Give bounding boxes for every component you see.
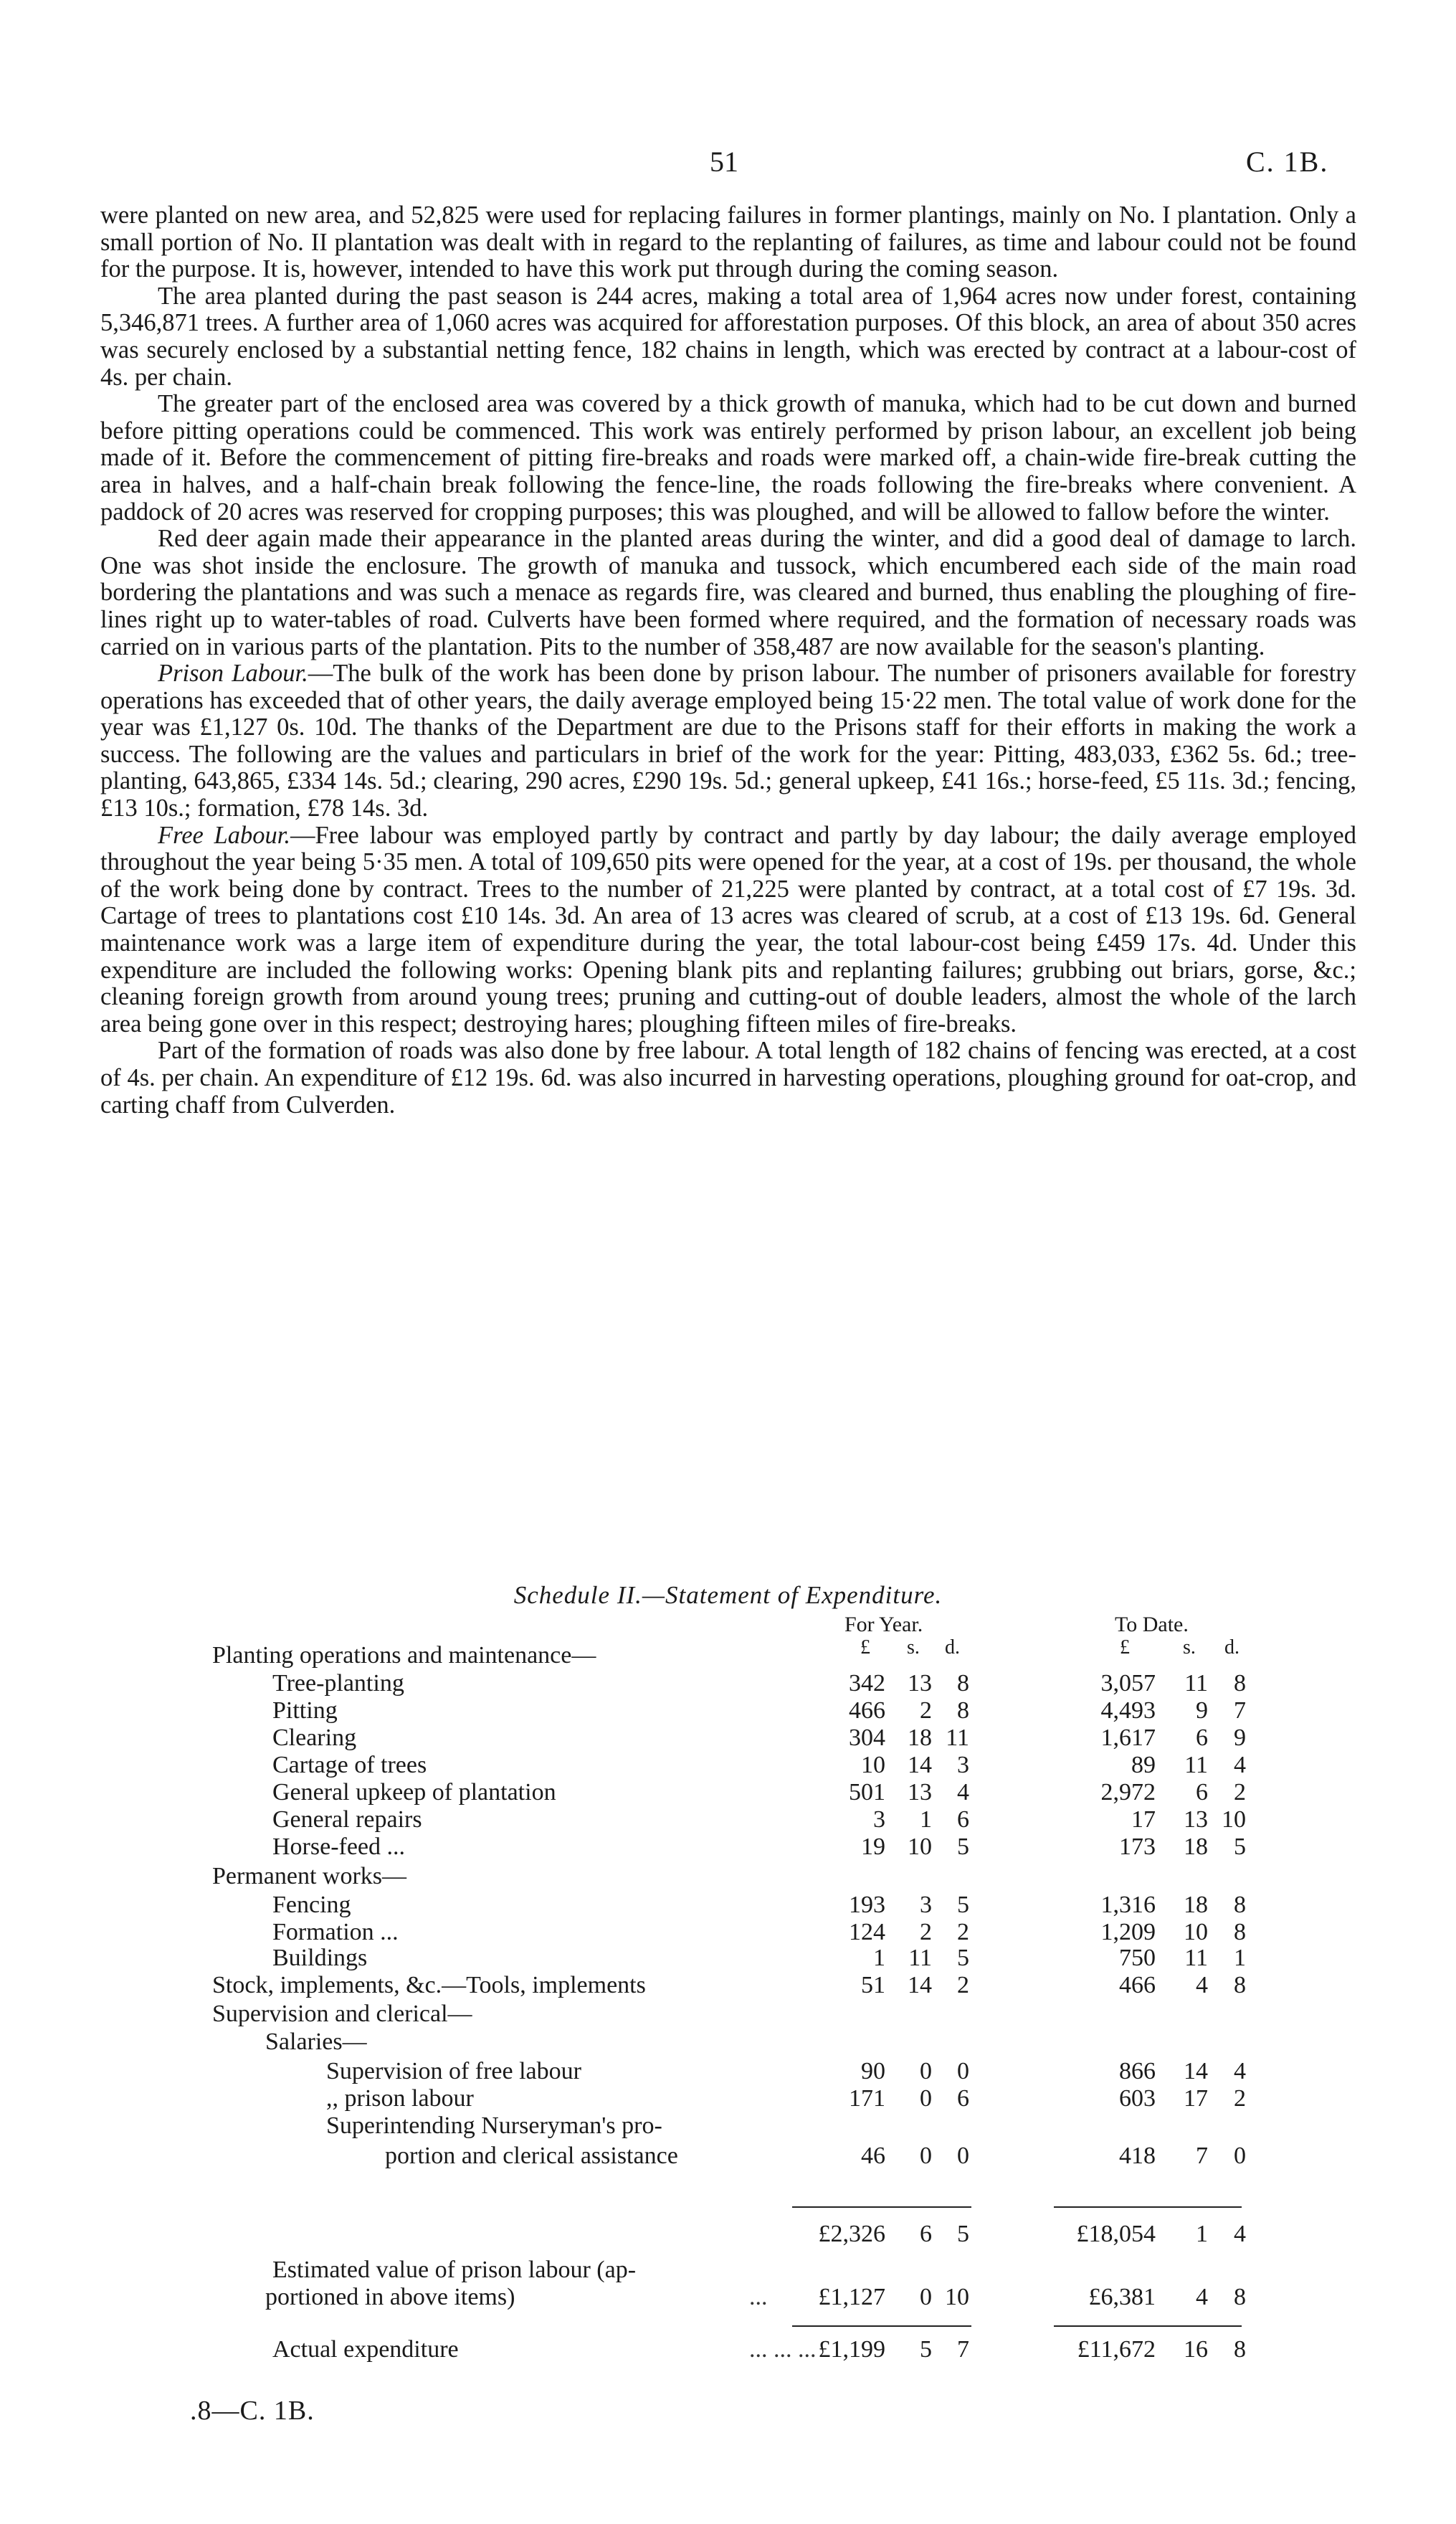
row-label: Tree-planting	[272, 1670, 404, 1697]
table-row	[0, 1697, 1456, 1726]
to-date-shillings: 7	[1196, 2143, 1208, 2169]
year-pounds: 46	[861, 2143, 885, 2169]
year-shillings: 0	[920, 2085, 932, 2112]
to-date-pounds: £18,054	[1076, 2221, 1156, 2247]
to-date-shillings: 17	[1184, 2085, 1208, 2112]
to-date-pounds: 1,316	[1100, 1892, 1156, 1918]
to-date-shillings: 4	[1196, 1972, 1208, 1998]
row-label: Cartage of trees	[272, 1752, 427, 1778]
actual-rule-year	[792, 2325, 971, 2327]
to-date-shillings: 18	[1184, 1833, 1208, 1860]
year-shillings: 6	[920, 2221, 932, 2247]
paragraph: Red deer again made their appearance in the planted areas during the winter, and did a good deal of damage to larch. One was shot inside the enclosure. The growth of manuka and tussock, which encumbered each side of the main road bordering the plantations and was such a menace as regards fire, was cleared and burned, thus enabling the ploughing of fire-lines right up to water-tables of road. Culverts have been formed where required, and the formation of necessary roads was carried on in various parts of the plantation. Pits to the number of 358,487 are now available for the season's planting.	[100, 525, 1356, 660]
row-label: Buildings	[272, 1945, 368, 1971]
footer-reference: .8—C. 1B.	[190, 2396, 315, 2426]
to-date-pence: 8	[1234, 1892, 1246, 1918]
to-date-pounds: 418	[1119, 2143, 1156, 2169]
year-pence: 7	[957, 2336, 969, 2363]
table-row	[0, 1806, 1456, 1835]
row-label: Stock, implements, &c.—Tools, implements	[212, 1972, 646, 1998]
year-pounds: 193	[849, 1892, 885, 1918]
to-date-pounds: 866	[1119, 2058, 1156, 2084]
year-shillings: 3	[920, 1892, 932, 1918]
paragraph: Part of the formation of roads was also done by free labour. A total length of 182 chains of fencing was erected, at a cost of 4s. per chain. An expenditure of £12 19s. 6d. was also incurred in harvesting operations, ploughing ground for oat-crop, and carting chaff from Culverden.	[100, 1037, 1356, 1119]
row-label: portion and clerical assistance	[385, 2143, 678, 2169]
year-shillings: 10	[908, 1833, 932, 1860]
to-date-pence: 4	[1234, 2058, 1246, 2084]
row-label: Permanent works—	[212, 1863, 407, 1889]
year-pence: 6	[957, 2085, 969, 2112]
to-date-pounds: £6,381	[1088, 2284, 1156, 2310]
to-date-pounds: 3,057	[1100, 1670, 1156, 1697]
year-pence: 5	[957, 1945, 969, 1971]
row-label: Estimated value of prison labour (ap-	[272, 2257, 637, 2283]
to-date-pence: 4	[1234, 2221, 1246, 2247]
paragraph: were planted on new area, and 52,825 were used for replacing failures in former plantings, mainly on No. I plantation. Only a small portion of No. II plantation was dealt with in regard to the replanting of failures, as time and labour could not be found for the purpose. It is, however, intended to have this work put through during the coming season.	[100, 201, 1356, 283]
leader-dots: ... ... ...	[749, 2336, 817, 2363]
prison-value-row	[0, 2284, 1456, 2312]
to-date-pounds: 89	[1131, 1752, 1156, 1778]
prison-labour-paragraph	[100, 660, 1356, 822]
table-row	[0, 1642, 1456, 1671]
to-date-pounds: 4,493	[1100, 1697, 1156, 1724]
to-date-shillings: 4	[1196, 2284, 1208, 2310]
to-date-pence: 2	[1234, 2085, 1246, 2112]
year-shillings: 11	[908, 1945, 932, 1971]
column-header-date: To Date.	[1115, 1613, 1189, 1636]
unit-pounds: £	[1120, 1636, 1130, 1659]
year-pence: 8	[957, 1697, 969, 1724]
year-pounds: 51	[861, 1972, 885, 1998]
year-pounds: £1,199	[818, 2336, 885, 2363]
table-row	[0, 1972, 1456, 2001]
year-pence: 6	[957, 1806, 969, 1833]
year-pence: 0	[957, 2058, 969, 2084]
subtotal-row	[0, 2221, 1456, 2249]
to-date-pence: 8	[1234, 2336, 1246, 2363]
year-pounds: 19	[861, 1833, 885, 1860]
to-date-pence: 8	[1234, 1972, 1246, 1998]
to-date-pence: 5	[1234, 1833, 1246, 1860]
table-row	[0, 2143, 1456, 2171]
table-row	[0, 2001, 1456, 2029]
subtotal-rule-year	[792, 2206, 971, 2208]
year-pounds: 466	[849, 1697, 885, 1724]
to-date-pounds: 17	[1131, 1806, 1156, 1833]
to-date-pounds: 1,617	[1100, 1724, 1156, 1751]
to-date-pence: 0	[1234, 2143, 1246, 2169]
year-pence: 5	[957, 1833, 969, 1860]
to-date-pence: 1	[1234, 1945, 1246, 1971]
table-row	[0, 1863, 1456, 1892]
year-pence: 11	[946, 1724, 969, 1751]
table-row	[0, 1892, 1456, 1920]
table-row	[0, 1919, 1456, 1947]
table-row	[0, 2085, 1456, 2114]
year-pounds: 1	[873, 1945, 885, 1971]
to-date-shillings: 11	[1184, 1752, 1208, 1778]
table-row	[0, 1670, 1456, 1699]
row-label: ,, prison labour	[326, 2085, 474, 2112]
year-shillings: 0	[920, 2058, 932, 2084]
table-row	[0, 2112, 1456, 2141]
year-pounds: £2,326	[818, 2221, 885, 2247]
to-date-pounds: 466	[1119, 1972, 1156, 1998]
paragraph-text: —The bulk of the work has been done by prison labour. The number of prisoners available for forestry operations has exceeded that of other years, the daily average employed being 15·22 men. The total value of work done for the year was £1,127 0s. 10d. The thanks of the Department are due to the Prisons staff for their efforts in making the work a success. The following are the values and particulars in brief of the work for the year: Pitting, 483,033, £362 5s. 6d.; tree-planting, 643,865, £334 14s. 5d.; clearing, 290 acres, £290 19s. 5d.; general upkeep, £41 16s.; horse-feed, £5 11s. 3d.; fencing, £13 10s.; formation, £78 14s. 3d.	[100, 660, 1356, 822]
year-shillings: 2	[920, 1919, 932, 1945]
year-pounds: £1,127	[818, 2284, 885, 2310]
schedule-title: Schedule II.—Statement of Expenditure.	[513, 1581, 943, 1609]
table-row	[0, 1752, 1456, 1780]
row-label: Pitting	[272, 1697, 338, 1724]
table-row	[0, 2029, 1456, 2057]
year-shillings: 0	[920, 2284, 932, 2310]
paragraph: The greater part of the enclosed area was covered by a thick growth of manuka, which had to be cut down and burned before pitting operations could be commenced. This work was entirely performed by prison labour, an excellent job being made of it. Before the commencement of pitting fire-breaks and roads were marked off, a chain-wide fire-break cutting the area in halves, and a half-chain break following the fence-line, the roads following the fire-breaks where convenient. A paddock of 20 acres was reserved for cropping purposes; this was ploughed, and will be allowed to fallow before the winter.	[100, 390, 1356, 526]
document-reference: C. 1B.	[1246, 146, 1329, 178]
to-date-pence: 2	[1234, 1779, 1246, 1806]
row-label: Clearing	[272, 1724, 357, 1751]
year-shillings: 1	[920, 1806, 932, 1833]
to-date-shillings: 10	[1184, 1919, 1208, 1945]
year-shillings: 14	[908, 1972, 932, 1998]
row-label: Supervision and clerical—	[212, 2001, 472, 2027]
unit-shillings: s.	[907, 1636, 920, 1659]
actual-rule-date	[1054, 2325, 1242, 2327]
to-date-shillings: 13	[1184, 1806, 1208, 1833]
year-pounds: 304	[849, 1724, 885, 1751]
year-pounds: 342	[849, 1670, 885, 1697]
to-date-shillings: 18	[1184, 1892, 1208, 1918]
to-date-pence: 8	[1234, 2284, 1246, 2310]
leader-dots: ...	[749, 2284, 768, 2310]
row-label: Actual expenditure	[272, 2336, 459, 2363]
row-label: Planting operations and maintenance—	[212, 1642, 596, 1669]
table-row	[0, 1833, 1456, 1862]
unit-pence: d.	[945, 1636, 960, 1659]
column-header-year: For Year.	[844, 1613, 923, 1636]
to-date-pounds: 603	[1119, 2085, 1156, 2112]
to-date-pounds: 2,972	[1100, 1779, 1156, 1806]
table-row	[0, 1945, 1456, 1973]
row-label: Salaries—	[265, 2029, 367, 2055]
to-date-pounds: 750	[1119, 1945, 1156, 1971]
to-date-pence: 9	[1234, 1724, 1246, 1751]
year-shillings: 5	[920, 2336, 932, 2363]
to-date-pence: 8	[1234, 1670, 1246, 1697]
year-pounds: 3	[873, 1806, 885, 1833]
row-label: Superintending Nurseryman's pro-	[326, 2112, 662, 2139]
year-shillings: 0	[920, 2143, 932, 2169]
table-row	[0, 2058, 1456, 2087]
subtotal-rule-date	[1054, 2206, 1242, 2208]
row-label: General repairs	[272, 1806, 422, 1833]
year-pence: 8	[957, 1670, 969, 1697]
unit-shillings: s.	[1183, 1636, 1196, 1659]
year-shillings: 13	[908, 1670, 932, 1697]
row-label: General upkeep of plantation	[272, 1779, 556, 1806]
year-pounds: 124	[849, 1919, 885, 1945]
row-label: portioned in above items)	[265, 2284, 515, 2310]
year-pence: 5	[957, 2221, 969, 2247]
to-date-shillings: 9	[1196, 1697, 1208, 1724]
year-pence: 0	[957, 2143, 969, 2169]
year-pence: 4	[957, 1779, 969, 1806]
year-pounds: 10	[861, 1752, 885, 1778]
year-pence: 2	[957, 1972, 969, 1998]
to-date-pence: 10	[1222, 1806, 1246, 1833]
year-pence: 3	[957, 1752, 969, 1778]
row-label: Horse-feed ...	[272, 1833, 406, 1860]
paragraph-text: —Free labour was employed partly by contract and partly by day labour; the daily average employed throughout the year being 5·35 men. A total of 109,650 pits were opened for the year, at a cost of 19s. per thousand, the whole of the work being done by contract. Trees to the number of 21,225 were planted by contract, at a total cost of £7 19s. 3d. Cartage of trees to plantations cost £10 14s. 3d. An area of 13 acres was cleared of scrub, at a cost of £13 19s. 6d. General maintenance work was a large item of expenditure during the year, the total labour-cost being £459 17s. 4d. Under this expenditure are included the following works: Opening blank pits and replanting failures; grubbing out briars, gorse, &c.; cleaning foreign growth from around young trees; pruning and cutting-out of double leaders, almost the whole of the larch area being gone over in this respect; destroying hares; ploughing fifteen miles of fire-breaks.	[100, 821, 1356, 1038]
actual-expenditure-row	[0, 2336, 1456, 2365]
table-row	[0, 2257, 1456, 2285]
to-date-shillings: 6	[1196, 1779, 1208, 1806]
table-row	[0, 1779, 1456, 1808]
free-labour-paragraph	[100, 822, 1356, 1038]
page-header	[0, 145, 1456, 188]
row-label: Supervision of free labour	[326, 2058, 581, 2084]
year-pence: 2	[957, 1919, 969, 1945]
year-pence: 10	[945, 2284, 969, 2310]
to-date-shillings: 11	[1184, 1670, 1208, 1697]
to-date-shillings: 6	[1196, 1724, 1208, 1751]
year-pounds: 90	[861, 2058, 885, 2084]
to-date-shillings: 14	[1184, 2058, 1208, 2084]
year-shillings: 2	[920, 1697, 932, 1724]
year-pounds: 171	[849, 2085, 885, 2112]
unit-pence: d.	[1224, 1636, 1239, 1659]
to-date-pounds: 173	[1119, 1833, 1156, 1860]
unit-pounds: £	[860, 1636, 870, 1659]
to-date-shillings: 16	[1184, 2336, 1208, 2363]
to-date-pounds: 1,209	[1100, 1919, 1156, 1945]
section-heading: Prison Labour.	[158, 660, 308, 688]
row-label: Fencing	[272, 1892, 351, 1918]
year-pence: 5	[957, 1892, 969, 1918]
to-date-pence: 4	[1234, 1752, 1246, 1778]
paragraph: The area planted during the past season is 244 acres, making a total area of 1,964 acres now under forest, containing 5,346,871 trees. A further area of 1,060 acres was acquired for afforestation purposes. Of this block, an area of about 350 acres was securely enclosed by a substantial netting fence, 182 chains in length, which was erected by contract at a labour-cost of 4s. per chain.	[100, 282, 1356, 391]
row-label: Formation ...	[272, 1919, 399, 1945]
year-shillings: 18	[908, 1724, 932, 1751]
to-date-pence: 7	[1234, 1697, 1246, 1724]
to-date-pence: 8	[1234, 1919, 1246, 1945]
year-shillings: 13	[908, 1779, 932, 1806]
page-number: 51	[710, 146, 738, 178]
section-heading: Free Labour.	[158, 821, 290, 849]
table-row	[0, 1724, 1456, 1753]
to-date-shillings: 1	[1196, 2221, 1208, 2247]
year-pounds: 501	[849, 1779, 885, 1806]
year-shillings: 14	[908, 1752, 932, 1778]
body-text	[100, 202, 1356, 1119]
to-date-shillings: 11	[1184, 1945, 1208, 1971]
to-date-pounds: £11,672	[1077, 2336, 1156, 2363]
